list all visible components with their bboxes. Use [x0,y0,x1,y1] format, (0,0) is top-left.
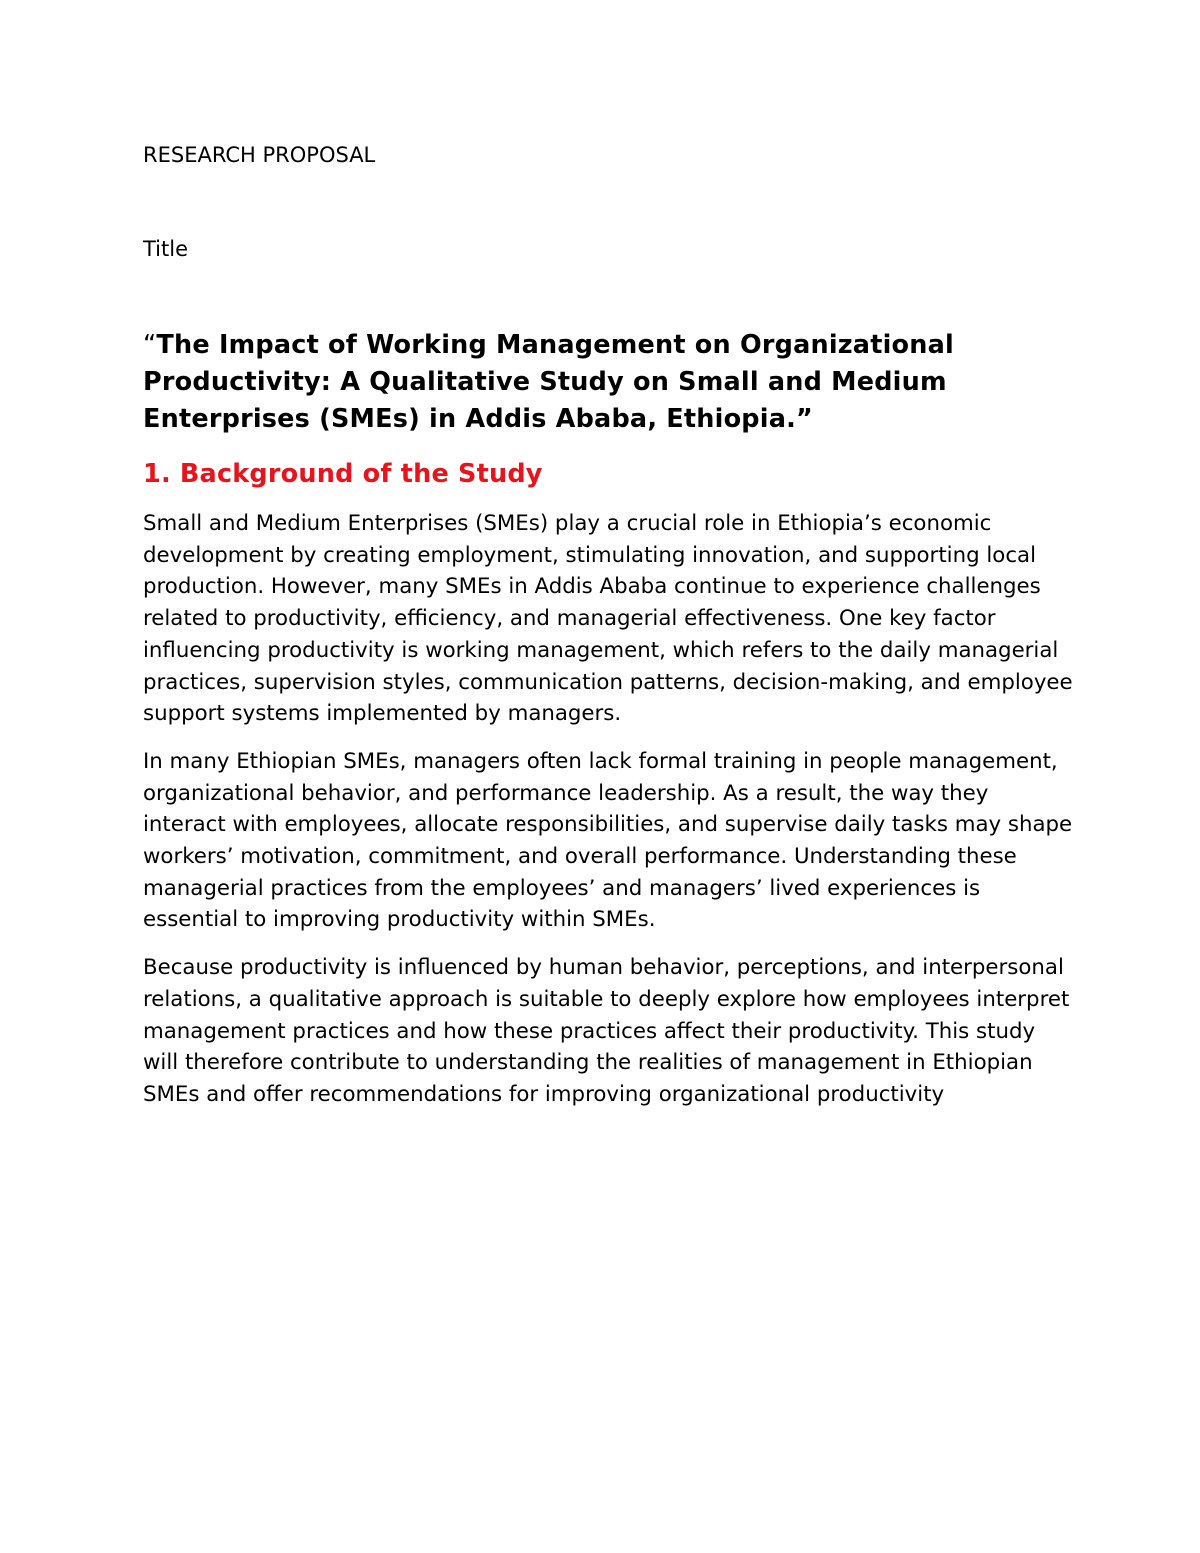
paragraph-3: Because productivity is influenced by human behavior, perceptions, and interpersonal relations, a qualitative approach is suitable to deeply explore how employees interpret management practices and how these practices affect their productivity. This study will therefore contribute to understanding the realities of management in Ethiopian SMEs and offer recommendations for improving organizational productivity [143,955,1070,1107]
title-open-quote: “ [143,330,157,360]
document-label: RESEARCH PROPOSAL [143,143,376,167]
title-label: Title [143,237,189,261]
section-heading-background: 1. Background of the Study [143,459,543,489]
document-body [143,140,1073,1111]
paragraph-1: Small and Medium Enterprises (SMEs) play a crucial role in Ethiopia’s economic development by creating employment, stimulating innovation, and supporting local production. However, many SMEs in Addis Ababa continue to experience challenges related to productivity, efficiency, and managerial effectiveness. One key factor influencing productivity is working management, which refers to the daily managerial practices, supervision styles, communication patterns, decision-making, and employee support systems implemented by managers. [143,511,1073,727]
document-title [143,327,1073,438]
title-text: The Impact of Working Management on Organizational Productivity: A Qualitative Study on Small and Medium Enterprises (SMEs) in Addis Ababa, Ethiopia.” [143,330,954,434]
paragraph-2: In many Ethiopian SMEs, managers often lack formal training in people management, organizational behavior, and performance leadership. As a result, the way they interact with employees, allocate responsibilities, and supervise daily tasks may shape workers’ motivation, commitment, and overall performance. Understanding these managerial practices from the employees’ and managers’ lived experiences is essential to improving productivity within SMEs. [143,748,1073,933]
